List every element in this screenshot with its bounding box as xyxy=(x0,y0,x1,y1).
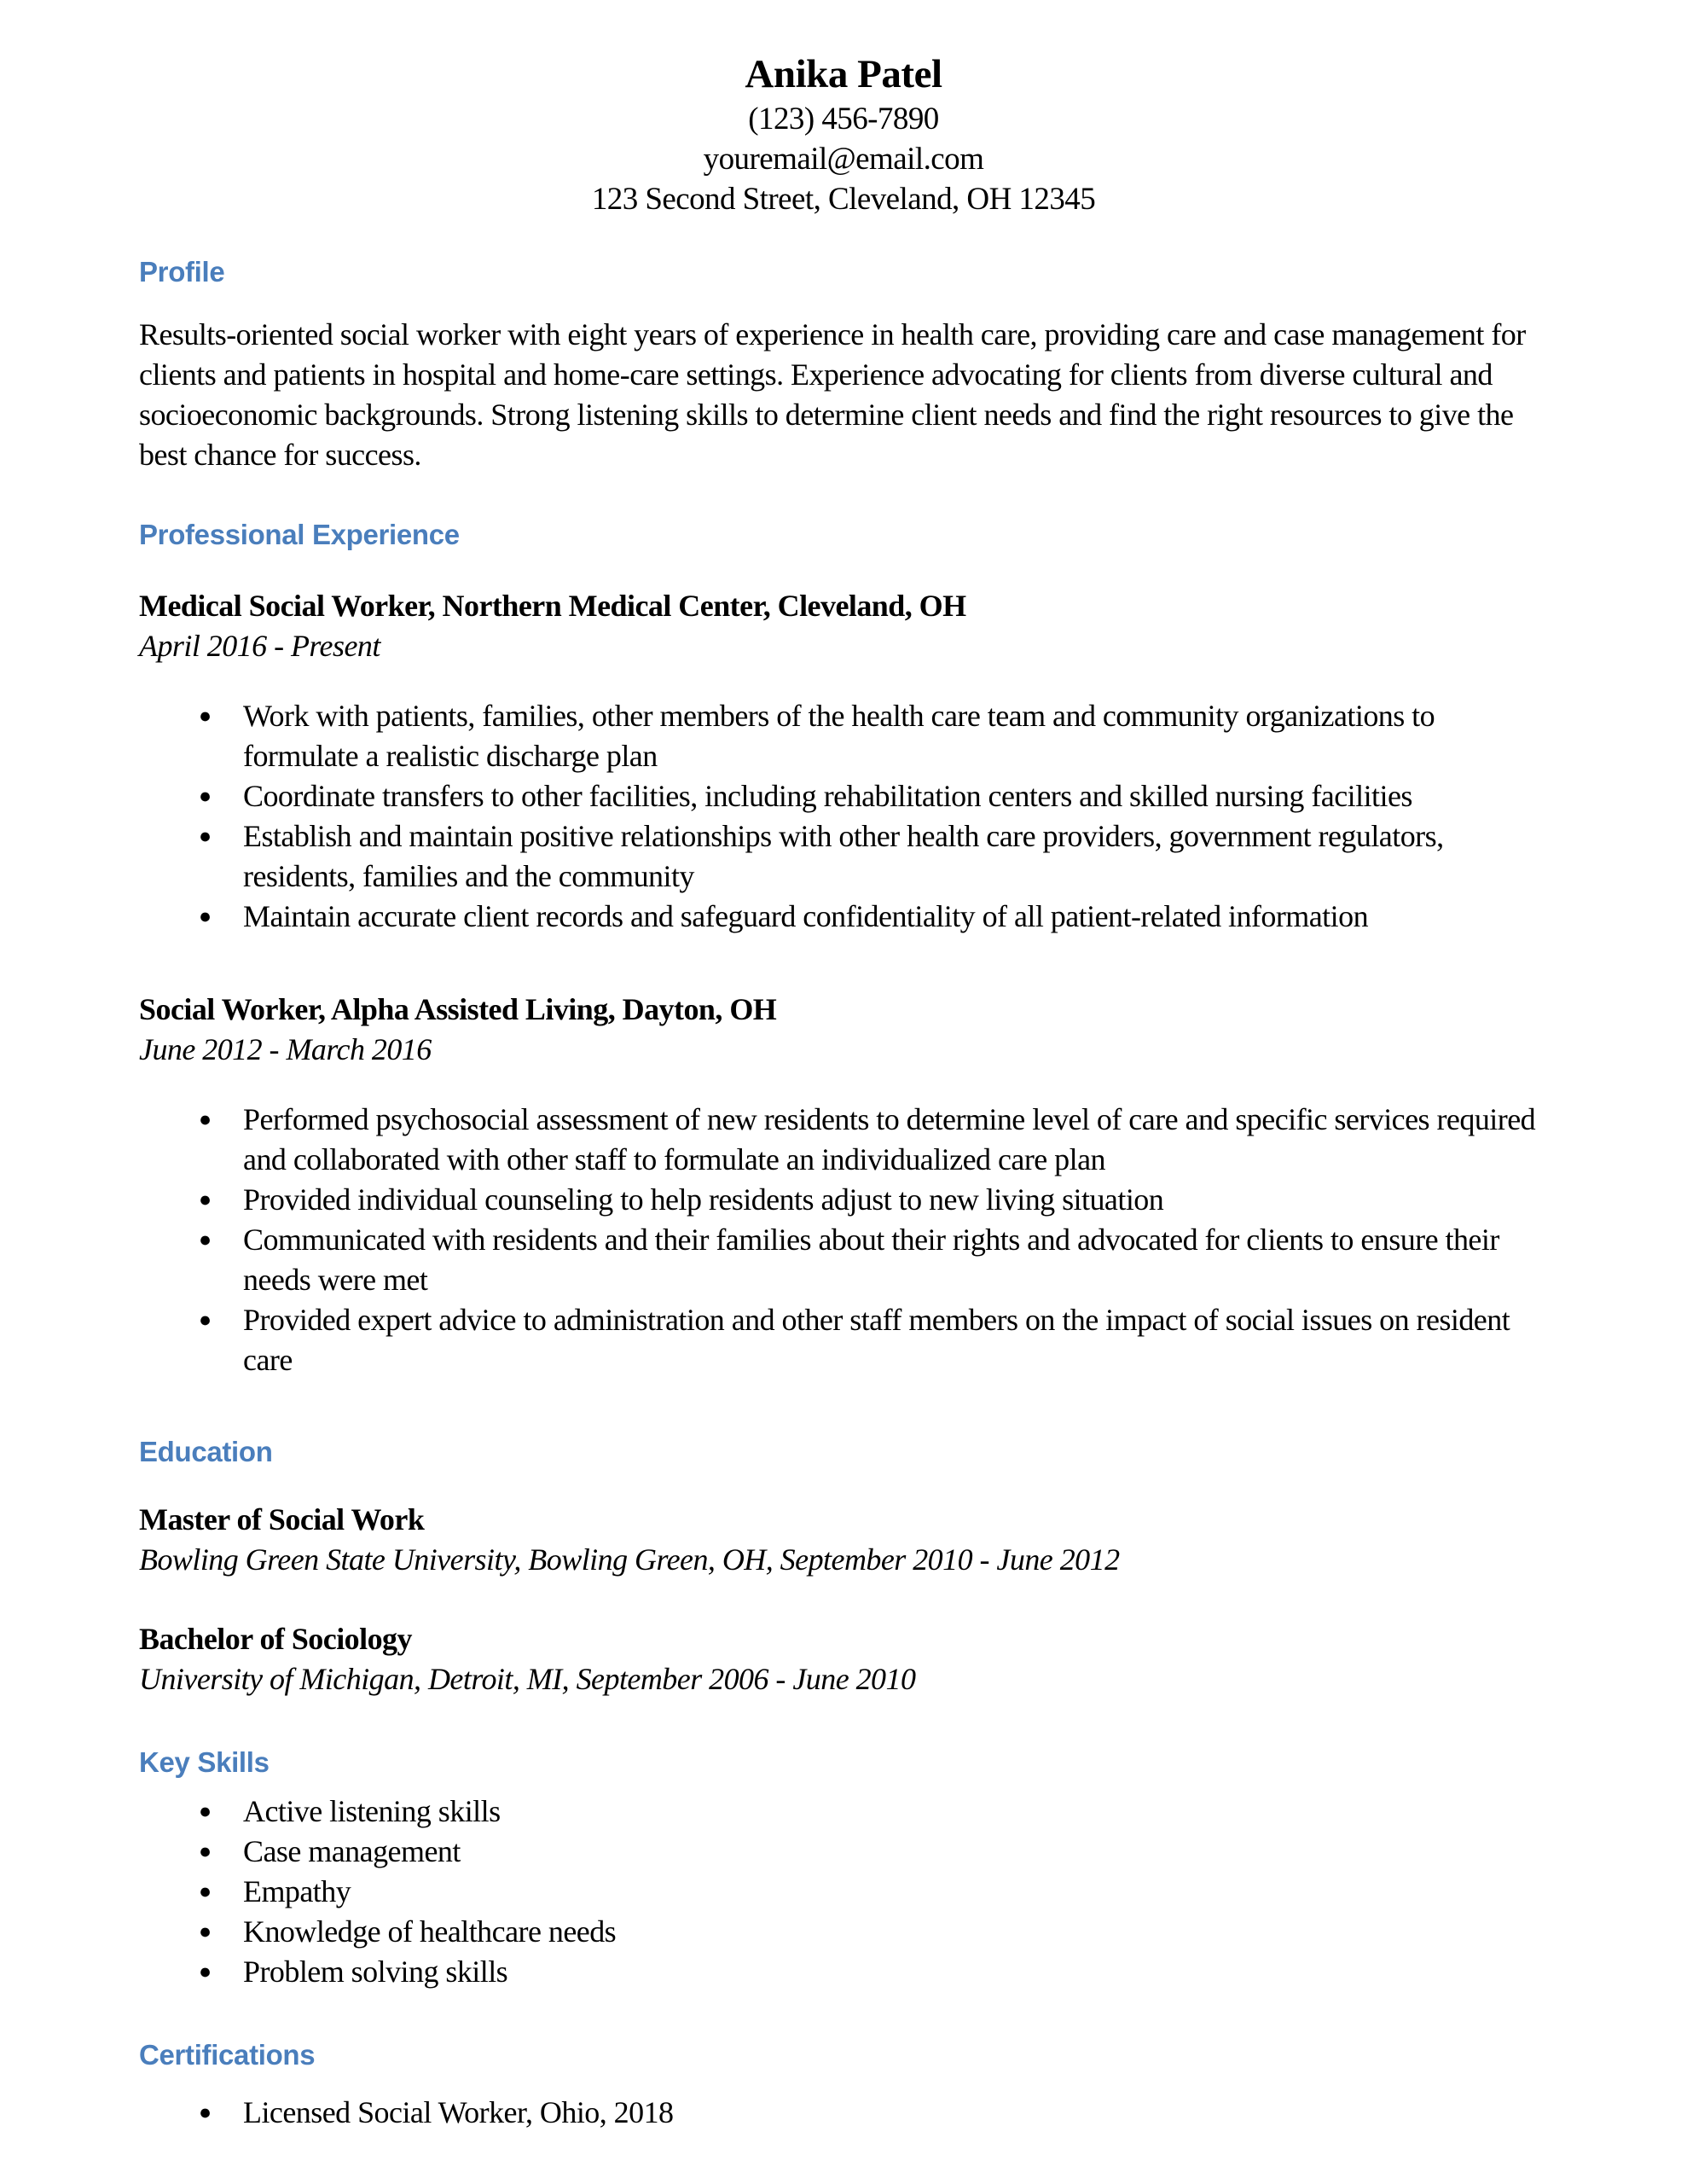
bullet-icon xyxy=(199,1872,224,1912)
list-item xyxy=(243,1912,1548,1952)
job-entry xyxy=(139,586,1548,937)
list-item xyxy=(243,776,1548,816)
section-key-skills xyxy=(139,1745,1548,1992)
list-item xyxy=(243,1300,1548,1380)
profile-text: Results-oriented social worker with eight years of experience in health care, providing care and case management for clients and patients in hospital and home-care settings. Experience advocating for clients from diverse cultural and socioeconomic backgrounds. Strong listening skills to determine client needs and find the right resources to give the best chance for success. xyxy=(139,317,1526,472)
list-item xyxy=(243,816,1548,897)
bullet-icon xyxy=(199,1952,224,1992)
bullet-icon xyxy=(199,1912,224,1952)
list-item-text: Performed psychosocial assessment of new residents to determine level of care and specific services required and collaborated with other staff to formulate an individualized care plan xyxy=(243,1102,1536,1176)
list-item-text: Maintain accurate client records and safeguard confidentiality of all patient-related information xyxy=(243,899,1369,933)
bullet-icon xyxy=(199,1792,224,1832)
bullet-icon xyxy=(199,897,224,937)
degree-entry xyxy=(139,1619,1548,1699)
job-dates: June 2012 - March 2016 xyxy=(139,1032,432,1066)
bullet-icon xyxy=(199,1180,224,1220)
list-item-text: Active listening skills xyxy=(243,1794,501,1828)
job-bullets xyxy=(139,1100,1548,1380)
job-title: Medical Social Worker, Northern Medical Center, Cleveland, OH xyxy=(139,589,966,623)
list-item-text: Case management xyxy=(243,1834,461,1868)
section-education xyxy=(139,1435,1548,1699)
list-item xyxy=(243,2093,1548,2133)
resume-header xyxy=(139,49,1548,219)
list-item xyxy=(243,1220,1548,1300)
job-entry xyxy=(139,990,1548,1380)
degree-details: University of Michigan, Detroit, MI, September 2006 - June 2010 xyxy=(139,1662,916,1696)
job-dates: April 2016 - Present xyxy=(139,629,380,663)
list-item xyxy=(243,897,1548,937)
bullet-icon xyxy=(199,1832,224,1872)
list-item xyxy=(243,696,1548,776)
list-item xyxy=(243,1872,1548,1912)
list-item-text: Coordinate transfers to other facilities, including rehabilitation centers and skilled nursing facilities xyxy=(243,779,1412,813)
list-item xyxy=(243,1792,1548,1832)
list-item-text: Problem solving skills xyxy=(243,1955,508,1989)
degree-details: Bowling Green State University, Bowling Green, OH, September 2010 - June 2012 xyxy=(139,1542,1120,1577)
degree-title: Bachelor of Sociology xyxy=(139,1622,412,1656)
list-item-text: Communicated with residents and their families about their rights and advocated for clients to ensure their needs were met xyxy=(243,1223,1499,1297)
education-heading: Education xyxy=(139,1436,273,1467)
list-item-text: Empathy xyxy=(243,1874,351,1908)
list-item-text: Knowledge of healthcare needs xyxy=(243,1914,617,1949)
list-item xyxy=(243,1832,1548,1872)
candidate-email: youremail@email.com xyxy=(703,142,984,177)
degree-entry xyxy=(139,1500,1548,1580)
bullet-icon xyxy=(199,2093,224,2133)
list-item-text: Licensed Social Worker, Ohio, 2018 xyxy=(243,2095,674,2129)
experience-heading: Professional Experience xyxy=(139,519,460,550)
candidate-phone: (123) 456-7890 xyxy=(748,102,939,136)
certifications-heading: Certifications xyxy=(139,2039,316,2071)
bullet-icon xyxy=(199,1220,224,1260)
section-experience xyxy=(139,518,1548,1380)
list-item xyxy=(243,1952,1548,1992)
profile-heading: Profile xyxy=(139,256,225,288)
list-item-text: Work with patients, families, other members of the health care team and community organizations to formulate a realistic discharge plan xyxy=(243,699,1435,773)
candidate-name: Anika Patel xyxy=(745,52,942,96)
degree-title: Master of Social Work xyxy=(139,1502,425,1536)
bullet-icon xyxy=(199,1300,224,1340)
candidate-address: 123 Second Street, Cleveland, OH 12345 xyxy=(591,182,1096,217)
key-skills-heading: Key Skills xyxy=(139,1746,270,1778)
bullet-icon xyxy=(199,1100,224,1140)
section-certifications xyxy=(139,2038,1548,2133)
skills-list xyxy=(139,1792,1548,1992)
bullet-icon xyxy=(199,816,224,857)
list-item-text: Establish and maintain positive relationships with other health care providers, government regulators, residents, families and the community xyxy=(243,819,1444,893)
list-item xyxy=(243,1180,1548,1220)
section-profile xyxy=(139,255,1548,475)
bullet-icon xyxy=(199,696,224,736)
list-item xyxy=(243,1100,1548,1180)
list-item-text: Provided expert advice to administration and other staff members on the impact of social issues on resident care xyxy=(243,1303,1510,1377)
bullet-icon xyxy=(199,776,224,816)
job-title: Social Worker, Alpha Assisted Living, Dayton, OH xyxy=(139,992,777,1026)
certifications-list xyxy=(139,2093,1548,2133)
list-item-text: Provided individual counseling to help residents adjust to new living situation xyxy=(243,1182,1164,1217)
job-bullets xyxy=(139,696,1548,937)
